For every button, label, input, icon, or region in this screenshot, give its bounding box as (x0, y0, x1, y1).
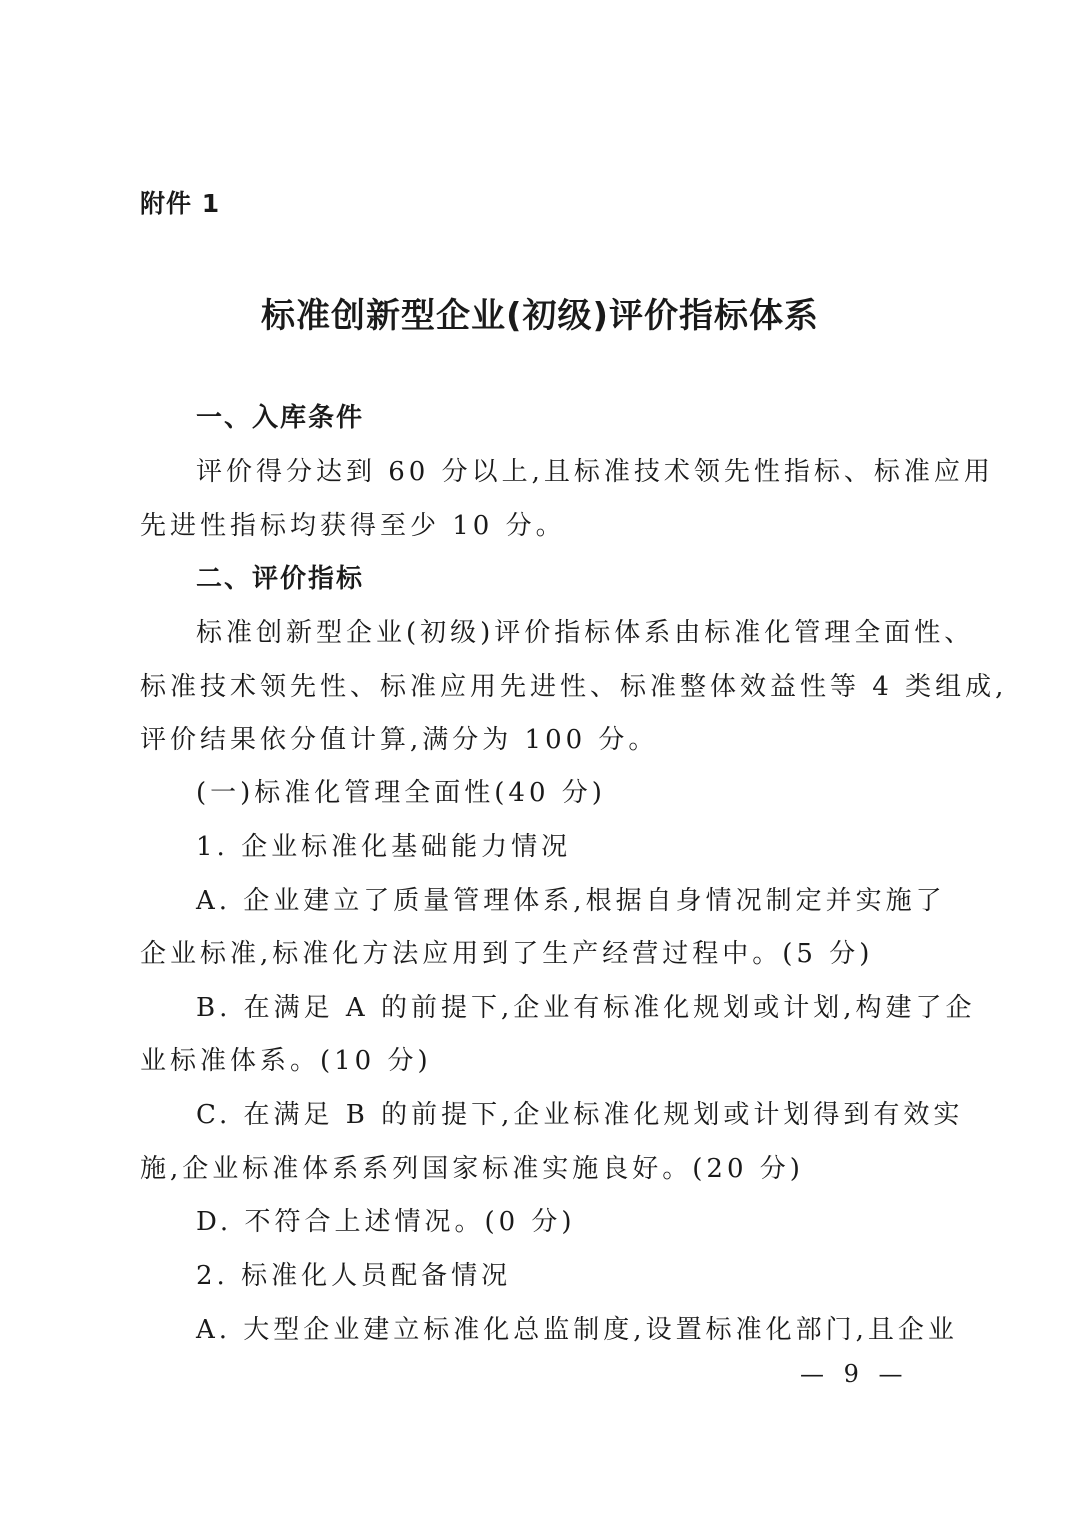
page-number: — 9 — (800, 1360, 909, 1388)
option-b-line: 业标准体系。(10 分) (140, 1046, 432, 1076)
document-title: 标准创新型企业(初级)评价指标体系 (260, 296, 820, 336)
option-a-line: 企业标准,标准化方法应用到了生产经营过程中。(5 分) (140, 939, 874, 969)
item-title: 2. 标准化人员配备情况 (196, 1261, 512, 1291)
section-heading-evaluation-indicators: 二、评价指标 (196, 564, 365, 594)
paragraph-line: 标准创新型企业(初级)评价指标体系由标准化管理全面性、 (196, 618, 975, 648)
option-a-line: A. 企业建立了质量管理体系,根据自身情况制定并实施了 (196, 886, 946, 916)
paragraph-line: 标准技术领先性、标准应用先进性、标准整体效益性等 4 类组成, (140, 672, 1008, 702)
paragraph-line: 先进性指标均获得至少 10 分。 (140, 511, 566, 541)
option-c-line: C. 在满足 B 的前提下,企业标准化规划或计划得到有效实 (196, 1100, 964, 1130)
option-b-line: B. 在满足 A 的前提下,企业有标准化规划或计划,构建了企 (196, 993, 976, 1023)
subsection-heading: (一)标准化管理全面性(40 分) (196, 778, 606, 808)
item-title: 1. 企业标准化基础能力情况 (196, 832, 572, 862)
option-d-line: D. 不符合上述情况。(0 分) (196, 1207, 576, 1237)
option-c-line: 施,企业标准体系系列国家标准实施良好。(20 分) (140, 1154, 804, 1184)
paragraph-line: 评价结果依分值计算,满分为 100 分。 (140, 725, 659, 755)
section-heading-entry-conditions: 一、入库条件 (196, 403, 365, 433)
attachment-label: 附件 1 (140, 189, 221, 218)
paragraph-line: 评价得分达到 60 分以上,且标准技术领先性指标、标准应用 (196, 457, 994, 487)
option-a-line: A. 大型企业建立标准化总监制度,设置标准化部门,且企业 (196, 1315, 958, 1345)
